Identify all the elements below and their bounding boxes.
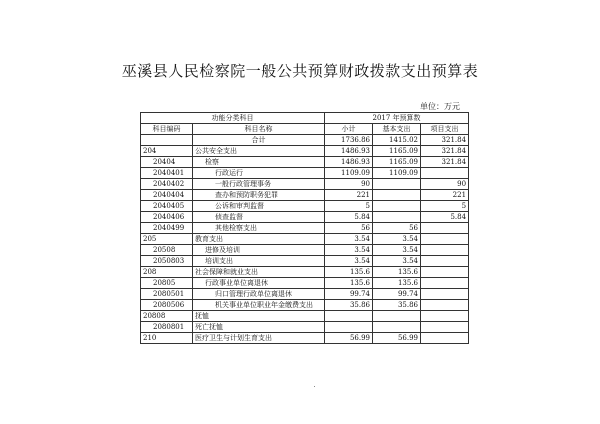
table-row [141,135,469,146]
code-cell: 2050803 [141,256,193,267]
name-cell: 死亡抚恤 [193,322,325,333]
project-cell [421,333,469,344]
code-cell: 2080501 [141,289,193,300]
total-cell: 135.6 [325,278,373,289]
code-cell: 2040405 [141,201,193,212]
total-cell: 35.86 [325,300,373,311]
code-cell: 20404 [141,157,193,168]
basic-cell: 1165.09 [373,157,421,168]
code-cell: 2040401 [141,168,193,179]
table-row [141,179,469,190]
header-row-2 [141,124,469,135]
total-cell: 99.74 [325,289,373,300]
table-row [141,278,469,289]
name-cell: 行政事业单位离退休 [193,278,325,289]
table-row [141,212,469,223]
table-row [141,322,469,333]
total-cell: 5 [325,201,373,212]
name-cell: 公诉和审判监督 [193,201,325,212]
table-row [141,168,469,179]
project-cell [421,289,469,300]
name-cell: 教育支出 [193,234,325,245]
basic-cell: 3.54 [373,234,421,245]
basic-cell: 1165.09 [373,146,421,157]
basic-cell: 56 [373,223,421,234]
code-cell: 2040404 [141,190,193,201]
basic-cell: 35.86 [373,300,421,311]
project-cell [421,245,469,256]
total-cell: 221 [325,190,373,201]
total-cell: 3.54 [325,256,373,267]
basic-cell [373,201,421,212]
total-cell: 3.54 [325,234,373,245]
total-cell: 1486.93 [325,157,373,168]
total-cell: 1109.09 [325,168,373,179]
total-cell: 5.84 [325,212,373,223]
project-cell [421,168,469,179]
name-cell: 侦查监督 [193,212,325,223]
code-cell: 2080801 [141,322,193,333]
name-cell: 行政运行 [193,168,325,179]
col-total-header: 小计 [325,124,373,135]
col-basic-header: 基本支出 [373,124,421,135]
document-title: 巫溪县人民检察院一般公共预算财政拨款支出预算表 [121,62,479,80]
code-cell: 2080506 [141,300,193,311]
project-cell: 321.84 [421,135,469,146]
total-cell: 3.54 [325,245,373,256]
project-cell [421,311,469,322]
table-row [141,157,469,168]
unit-label: 单位：万元 [420,102,460,111]
col-name-header: 科目名称 [193,124,325,135]
total-cell [325,311,373,322]
name-cell: 机关事业单位职业年金缴费支出 [193,300,325,311]
code-cell: 20805 [141,278,193,289]
total-cell [325,322,373,333]
name-cell: 一般行政管理事务 [193,179,325,190]
total-cell: 1736.86 [325,135,373,146]
table-row [141,256,469,267]
code-cell: 2040402 [141,179,193,190]
name-cell: 其他检察支出 [193,223,325,234]
name-cell: 合计 [193,135,325,146]
name-cell: 进修及培训 [193,245,325,256]
name-cell: 查办和预防职务犯罪 [193,190,325,201]
project-cell: 5 [421,201,469,212]
basic-cell [373,190,421,201]
project-cell: 90 [421,179,469,190]
basic-cell: 135.6 [373,278,421,289]
project-cell: 321.84 [421,157,469,168]
table-row [141,267,469,278]
col-project-header: 项目支出 [421,124,469,135]
table-row [141,245,469,256]
group-header: 功能分类科目 [141,113,325,124]
name-cell: 公共安全支出 [193,146,325,157]
code-cell: 204 [141,146,193,157]
name-cell: 归口管理行政单位离退休 [193,289,325,300]
project-cell [421,300,469,311]
code-cell: 210 [141,333,193,344]
basic-cell: 135.6 [373,267,421,278]
col-code-header: 科目编码 [141,124,193,135]
name-cell: 社会保障和就业支出 [193,267,325,278]
table-row [141,190,469,201]
code-cell: 208 [141,267,193,278]
table-row [141,333,469,344]
basic-cell: 1109.09 [373,168,421,179]
total-cell: 90 [325,179,373,190]
basic-cell [373,322,421,333]
code-cell: 20808 [141,311,193,322]
code-cell: 205 [141,234,193,245]
table-row [141,234,469,245]
basic-cell [373,212,421,223]
code-cell: 2040499 [141,223,193,234]
total-cell: 1486.93 [325,146,373,157]
table-row [141,223,469,234]
total-cell: 56.99 [325,333,373,344]
table-row [141,289,469,300]
code-cell: 2040406 [141,212,193,223]
basic-cell: 3.54 [373,245,421,256]
project-cell: 5.84 [421,212,469,223]
table-row [141,300,469,311]
code-cell: 20508 [141,245,193,256]
name-cell: 培训支出 [193,256,325,267]
total-cell: 135.6 [325,267,373,278]
basic-cell [373,311,421,322]
project-cell [421,234,469,245]
basic-cell: 99.74 [373,289,421,300]
project-cell [421,278,469,289]
header-row-1 [141,113,469,124]
table-row [141,146,469,157]
project-cell [421,322,469,333]
project-cell [421,223,469,234]
page-speck [314,386,315,387]
table-row [141,311,469,322]
project-cell: 221 [421,190,469,201]
basic-cell: 3.54 [373,256,421,267]
code-cell [141,135,193,146]
basic-cell [373,179,421,190]
total-cell: 56 [325,223,373,234]
name-cell: 抚恤 [193,311,325,322]
project-cell: 321.84 [421,146,469,157]
table-row [141,201,469,212]
name-cell: 检察 [193,157,325,168]
name-cell: 医疗卫生与计划生育支出 [193,333,325,344]
year-header: 2017 年预算数 [325,113,469,124]
project-cell [421,256,469,267]
project-cell [421,267,469,278]
basic-cell: 1415.02 [373,135,421,146]
basic-cell: 56.99 [373,333,421,344]
budget-table [140,112,469,344]
